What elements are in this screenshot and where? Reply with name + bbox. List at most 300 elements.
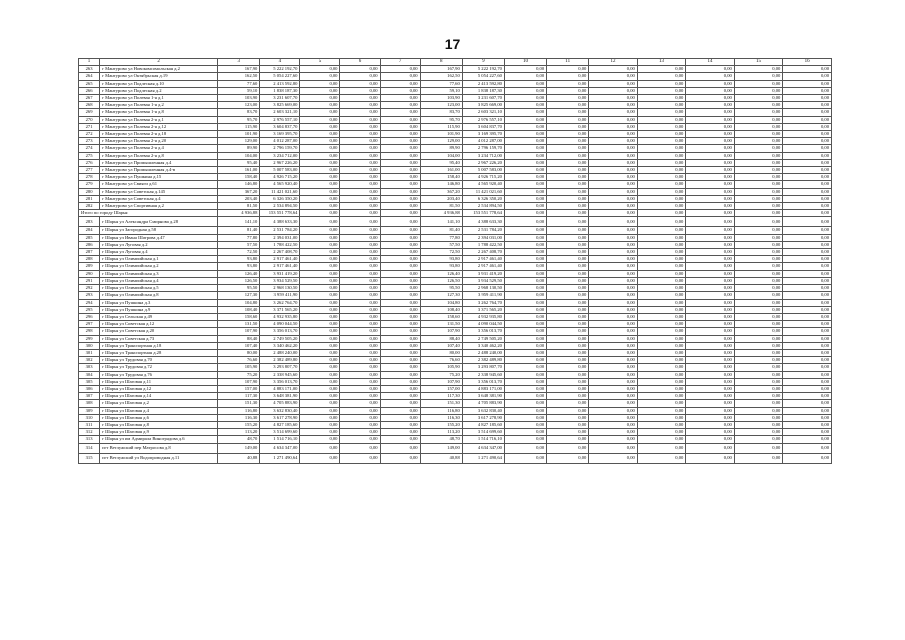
table-cell: 0,00 <box>547 429 589 436</box>
table-cell: 153 551 778,64 <box>462 210 504 217</box>
table-cell: г Мантурово ул Свияги д.61 <box>100 181 218 188</box>
table-cell: 2 917 461,40 <box>462 263 504 270</box>
table-cell: 81,50 <box>218 203 260 210</box>
table-cell: 0,00 <box>783 109 832 116</box>
table-cell: 93,80 <box>420 263 462 270</box>
table-cell: 0,00 <box>547 73 589 80</box>
table-cell: 77,60 <box>420 80 462 87</box>
table-cell: 0,00 <box>547 378 589 385</box>
table-cell: 299 <box>79 335 100 342</box>
table-cell: 0,00 <box>637 73 686 80</box>
table-cell: 116,80 <box>420 407 462 414</box>
table-cell: 4 090 044,50 <box>462 321 504 328</box>
table-cell: 0,00 <box>589 102 638 109</box>
table-cell: 0,00 <box>504 80 546 87</box>
table-cell: 0,00 <box>547 342 589 349</box>
table-cell: 0,00 <box>300 285 340 292</box>
table-cell: г Шарья ул Шаговая д.8 <box>100 421 218 428</box>
table-cell: 0,00 <box>340 299 380 306</box>
table-cell: 2 976 557,10 <box>260 116 300 123</box>
table-cell: 0,00 <box>686 292 735 299</box>
table-cell: 0,00 <box>300 357 340 364</box>
table-cell: 161,00 <box>218 167 260 174</box>
table-cell: 0,00 <box>686 436 735 443</box>
table-cell: 149,00 <box>218 443 260 453</box>
table-cell: 0,00 <box>783 342 832 349</box>
table-cell: 0,00 <box>686 102 735 109</box>
table-cell: 0,00 <box>504 277 546 284</box>
table-cell: 0,00 <box>734 321 783 328</box>
table-row <box>79 256 832 263</box>
table-row <box>79 123 832 130</box>
table-cell: г Мантурово ул Промышленная д.4 <box>100 159 218 166</box>
table-row <box>79 203 832 210</box>
table-cell: 0,00 <box>340 152 380 159</box>
table-cell: г Шарья ул Советская д.20 <box>100 328 218 335</box>
table-cell: 0,00 <box>734 116 783 123</box>
table-cell: 0,00 <box>340 234 380 241</box>
table-cell: 0,00 <box>589 313 638 320</box>
column-header: 15 <box>734 59 783 66</box>
table-row <box>79 364 832 371</box>
table-cell: 0,00 <box>589 249 638 256</box>
column-header: 16 <box>783 59 832 66</box>
table-cell: 0,00 <box>686 285 735 292</box>
table-cell: 0,00 <box>547 393 589 400</box>
table-cell: 4 936,88 <box>420 210 462 217</box>
table-cell: 0,00 <box>637 357 686 364</box>
column-header: 6 <box>340 59 380 66</box>
table-cell: 0,00 <box>300 335 340 342</box>
table-cell: 0,00 <box>589 378 638 385</box>
table-cell: 0,00 <box>783 321 832 328</box>
table-cell: 4 932 935,80 <box>260 313 300 320</box>
table-cell: 95,40 <box>218 159 260 166</box>
table-cell: 0,00 <box>504 378 546 385</box>
table-cell: 0,00 <box>380 378 420 385</box>
table-cell: 116,80 <box>218 407 260 414</box>
table-cell: г Шарья ул Шаговая д.6 <box>100 414 218 421</box>
table-cell: 0,00 <box>734 443 783 453</box>
table-cell: 0,00 <box>504 227 546 234</box>
table-cell: 0,00 <box>380 102 420 109</box>
table-cell: 2 394 031,00 <box>260 234 300 241</box>
table-cell: г Шарья ул Советская д.12 <box>100 321 218 328</box>
table-cell: 129,00 <box>420 138 462 145</box>
table-cell: 2 267 408,70 <box>260 249 300 256</box>
table-cell: 0,00 <box>734 131 783 138</box>
table-cell: 0,00 <box>637 321 686 328</box>
table-cell: 95,70 <box>420 116 462 123</box>
column-header: 5 <box>300 59 340 66</box>
table-cell: 6 326 350,20 <box>462 195 504 202</box>
table-cell: 0,00 <box>380 349 420 356</box>
table-cell: 0,00 <box>589 234 638 241</box>
table-cell: 3 371 565,20 <box>462 306 504 313</box>
table-cell: 0,00 <box>380 188 420 195</box>
table-row <box>79 357 832 364</box>
table-cell: 0,00 <box>783 227 832 234</box>
table-cell: 2 338 945,60 <box>260 371 300 378</box>
table-cell: 290 <box>79 270 100 277</box>
table-cell: 0,00 <box>504 145 546 152</box>
table-cell: 3 514 699,60 <box>462 429 504 436</box>
table-cell: 0,00 <box>637 277 686 284</box>
table-cell: 0,00 <box>547 306 589 313</box>
table-cell: 0,00 <box>504 131 546 138</box>
table-cell: 0,00 <box>783 285 832 292</box>
table-cell: 107,90 <box>420 328 462 335</box>
table-cell: 0,00 <box>734 109 783 116</box>
table-cell: 107,90 <box>218 328 260 335</box>
table-cell: 0,00 <box>783 188 832 195</box>
table-cell: 2 267 408,70 <box>462 249 504 256</box>
table-cell: 293 <box>79 292 100 299</box>
table-cell: 308 <box>79 400 100 407</box>
table-cell: 0,00 <box>783 145 832 152</box>
table-cell: 0,00 <box>380 181 420 188</box>
table-cell: 3 617 278,90 <box>260 414 300 421</box>
column-header: 10 <box>504 59 546 66</box>
table-cell: 0,00 <box>783 270 832 277</box>
table-cell: 0,00 <box>340 188 380 195</box>
table-cell: 0,00 <box>637 152 686 159</box>
table-cell: 2 413 592,80 <box>462 80 504 87</box>
table-cell: г Мантурово ул Промышленная д.4-в <box>100 167 218 174</box>
table-cell: 0,00 <box>547 159 589 166</box>
table-cell: 158,60 <box>420 313 462 320</box>
table-cell: 0,00 <box>547 80 589 87</box>
table-cell: 158,60 <box>218 313 260 320</box>
table-cell: 0,00 <box>637 138 686 145</box>
table-cell: 0,00 <box>686 152 735 159</box>
table-cell: 0,00 <box>300 131 340 138</box>
table-cell: 0,00 <box>547 400 589 407</box>
table-cell: 0,00 <box>504 159 546 166</box>
table-row <box>79 342 832 349</box>
table-cell: 0,00 <box>686 174 735 181</box>
table-cell: 0,00 <box>783 131 832 138</box>
table-cell: 0,00 <box>300 241 340 248</box>
table-row <box>79 429 832 436</box>
table-cell: 0,00 <box>340 210 380 217</box>
table-cell: пгт Ветлужский ул Водопроводная д.11 <box>100 453 218 463</box>
table-cell: г Шарья ул Олимпийская д.3 <box>100 270 218 277</box>
table-cell: 0,00 <box>547 102 589 109</box>
table-cell: 0,00 <box>637 145 686 152</box>
table-cell: 0,00 <box>504 328 546 335</box>
table-cell: 2 976 557,10 <box>462 116 504 123</box>
table-row <box>79 131 832 138</box>
table-cell: 0,00 <box>300 436 340 443</box>
table-row <box>79 292 832 299</box>
table-cell: 72,50 <box>420 249 462 256</box>
table-cell: г Шарья ул Шаговая д.4 <box>100 407 218 414</box>
table-cell: 0,00 <box>589 80 638 87</box>
table-cell: 0,00 <box>504 453 546 463</box>
table-row <box>79 349 832 356</box>
table-cell: 4 936,88 <box>218 210 260 217</box>
table-cell: 0,00 <box>637 263 686 270</box>
table-cell: 0,00 <box>637 393 686 400</box>
table-cell: 0,00 <box>380 299 420 306</box>
table-row <box>79 407 832 414</box>
table-cell: 0,00 <box>589 241 638 248</box>
table-cell: 2 968 130,50 <box>260 285 300 292</box>
table-cell: 146,80 <box>218 181 260 188</box>
table-cell: 0,00 <box>783 159 832 166</box>
table-cell: 0,00 <box>637 181 686 188</box>
table-cell: 0,00 <box>686 321 735 328</box>
table-cell: 292 <box>79 285 100 292</box>
table-cell: 0,00 <box>504 195 546 202</box>
table-cell: 0,00 <box>783 95 832 102</box>
table-cell: 0,00 <box>734 256 783 263</box>
table-cell: 0,00 <box>734 138 783 145</box>
table-cell: 0,00 <box>589 227 638 234</box>
table-cell: 0,00 <box>589 217 638 227</box>
table-cell: 0,00 <box>637 443 686 453</box>
table-cell: 0,00 <box>300 453 340 463</box>
table-cell: 291 <box>79 277 100 284</box>
table-cell: г Шарья ул Трудовая д.70 <box>100 357 218 364</box>
table-cell: г Шарья ул Олимпийская д.1 <box>100 256 218 263</box>
table-cell: 2 531 784,20 <box>462 227 504 234</box>
table-cell: г Мантурово ул Полевая 1-я д.2 <box>100 102 218 109</box>
table-cell: 305 <box>79 378 100 385</box>
table-cell: 0,00 <box>734 357 783 364</box>
table-cell: 297 <box>79 321 100 328</box>
table-cell: 0,00 <box>380 210 420 217</box>
table-cell: г Мантурово ул Октябрьская д.19 <box>100 73 218 80</box>
table-cell: 0,00 <box>589 138 638 145</box>
table-cell: 0,00 <box>783 195 832 202</box>
table-cell: 0,00 <box>547 95 589 102</box>
table-cell: 0,00 <box>734 371 783 378</box>
table-cell: 93,80 <box>218 263 260 270</box>
table-row <box>79 453 832 463</box>
table-cell: 0,00 <box>300 306 340 313</box>
table-cell: 0,00 <box>547 270 589 277</box>
table-cell: 264 <box>79 73 100 80</box>
table-cell: 0,00 <box>547 328 589 335</box>
column-header: 7 <box>380 59 420 66</box>
table-cell: 0,00 <box>380 87 420 94</box>
table-cell: 0,00 <box>380 357 420 364</box>
table-row <box>79 234 832 241</box>
table-cell: 0,00 <box>637 328 686 335</box>
table-cell: 0,00 <box>547 321 589 328</box>
table-cell: 0,00 <box>547 292 589 299</box>
table-cell: 0,00 <box>686 73 735 80</box>
table-cell: 0,00 <box>734 306 783 313</box>
table-cell: 0,00 <box>380 328 420 335</box>
table-cell: 3 231 607,70 <box>462 95 504 102</box>
table-cell: 312 <box>79 429 100 436</box>
table-cell: 0,00 <box>340 342 380 349</box>
table-cell: 3 234 712,00 <box>260 152 300 159</box>
table-cell: 0,00 <box>504 87 546 94</box>
table-cell: 3 934 529,50 <box>462 277 504 284</box>
table-cell: г Шарья ул им Адмирала Виноградова д.6 <box>100 436 218 443</box>
table-cell: 0,00 <box>340 87 380 94</box>
table-cell: 107,90 <box>420 378 462 385</box>
table-cell: 0,00 <box>686 116 735 123</box>
table-cell: 2 917 461,40 <box>462 256 504 263</box>
table-cell: 0,00 <box>783 277 832 284</box>
table-cell: 0,00 <box>504 357 546 364</box>
table-cell: 0,00 <box>637 256 686 263</box>
table-cell: 4 883 171,00 <box>462 385 504 392</box>
table-cell: г Шарья ул Пушкина д.3 <box>100 299 218 306</box>
table-cell: 105,90 <box>218 364 260 371</box>
table-cell: 0,00 <box>300 116 340 123</box>
table-cell: 0,00 <box>547 217 589 227</box>
table-cell: 0,00 <box>686 421 735 428</box>
table-cell: 300 <box>79 342 100 349</box>
table-cell: 0,00 <box>589 429 638 436</box>
table-cell: 4 565 920,40 <box>260 181 300 188</box>
table-row <box>79 195 832 202</box>
table-cell: 0,00 <box>300 123 340 130</box>
table-cell: г Шарья ул Загородная д.58 <box>100 227 218 234</box>
table-cell: 0,00 <box>300 400 340 407</box>
table-cell: 0,00 <box>783 357 832 364</box>
table-cell: 0,00 <box>637 306 686 313</box>
table-cell: 0,00 <box>637 167 686 174</box>
table-cell: 0,00 <box>783 241 832 248</box>
table-row <box>79 138 832 145</box>
table-cell: 0,00 <box>340 453 380 463</box>
table-cell: 0,00 <box>300 342 340 349</box>
table-cell: 116,30 <box>420 414 462 421</box>
table-cell: 0,00 <box>300 95 340 102</box>
table-cell: г Шарья ул Олимпийская д.8 <box>100 292 218 299</box>
table-cell: 0,00 <box>686 263 735 270</box>
table-cell: 3 340 462,20 <box>260 342 300 349</box>
table-cell: пгт Ветлужский пер Матросова д.8 <box>100 443 218 453</box>
table-cell: г Шарья ул Олимпийская д.5 <box>100 285 218 292</box>
table-cell: 0,00 <box>547 299 589 306</box>
table-cell: 0,00 <box>637 116 686 123</box>
table-cell: 3 356 013,70 <box>462 378 504 385</box>
table-cell: 0,00 <box>380 292 420 299</box>
table-cell: 0,00 <box>380 241 420 248</box>
table-cell: 104,00 <box>218 152 260 159</box>
table-cell: 0,00 <box>300 188 340 195</box>
table-cell: 0,00 <box>300 414 340 421</box>
table-cell: 0,00 <box>734 102 783 109</box>
table-cell: 0,00 <box>504 313 546 320</box>
table-cell: 0,00 <box>637 174 686 181</box>
table-cell: 0,00 <box>589 203 638 210</box>
table-cell: г Мантурово ул Полевая 2-я д.8 <box>100 152 218 159</box>
table-cell: 0,00 <box>300 256 340 263</box>
table-cell: 0,00 <box>783 203 832 210</box>
table-cell: 367,20 <box>420 188 462 195</box>
table-cell: 0,00 <box>300 321 340 328</box>
table-cell: 0,00 <box>300 203 340 210</box>
table-cell: 80,00 <box>420 349 462 356</box>
table-cell: 0,00 <box>504 181 546 188</box>
table-cell: 11 421 021,60 <box>462 188 504 195</box>
table-cell: 0,00 <box>686 313 735 320</box>
table-row <box>79 152 832 159</box>
table-cell: 4 926 715,20 <box>260 174 300 181</box>
table-cell: 0,00 <box>504 152 546 159</box>
table-cell: 0,00 <box>300 102 340 109</box>
table-cell: 127,30 <box>218 292 260 299</box>
table-cell: 2 534 894,50 <box>260 203 300 210</box>
table-cell: 158,40 <box>218 174 260 181</box>
table-cell: 0,00 <box>589 210 638 217</box>
table-cell: 3 231 607,70 <box>260 95 300 102</box>
table-cell: 0,00 <box>300 407 340 414</box>
table-cell: 0,00 <box>783 414 832 421</box>
table-cell: 0,00 <box>547 145 589 152</box>
table-cell: 0,00 <box>380 109 420 116</box>
table-cell: 4 634 347,00 <box>260 443 300 453</box>
table-cell: г Мантурово ул Советская д.145 <box>100 188 218 195</box>
table-cell: 0,00 <box>589 73 638 80</box>
table-cell: 0,00 <box>686 256 735 263</box>
table-cell: 0,00 <box>734 188 783 195</box>
table-cell: 0,00 <box>686 131 735 138</box>
table-cell: 0,00 <box>637 241 686 248</box>
table-cell: 0,00 <box>300 159 340 166</box>
table-cell: 0,00 <box>504 292 546 299</box>
table-cell: 2 382 489,80 <box>462 357 504 364</box>
table-cell: 0,00 <box>686 123 735 130</box>
table-cell: 0,00 <box>547 335 589 342</box>
table-cell: 0,00 <box>637 217 686 227</box>
table-cell: 0,00 <box>504 241 546 248</box>
table-cell: 0,00 <box>637 95 686 102</box>
table-cell: 0,00 <box>300 249 340 256</box>
table-cell: 0,00 <box>783 116 832 123</box>
table-cell: 0,00 <box>300 195 340 202</box>
table-cell: 0,00 <box>340 80 380 87</box>
table-cell: 0,00 <box>734 87 783 94</box>
table-cell: 3 617 278,90 <box>462 414 504 421</box>
table-cell: 89,90 <box>218 145 260 152</box>
table-cell: 0,00 <box>300 443 340 453</box>
table-cell: 0,00 <box>300 371 340 378</box>
table-cell: 0,00 <box>504 116 546 123</box>
table-cell: 4 827 185,60 <box>260 421 300 428</box>
table-cell: г Шарья ул Олимпийская д.4 <box>100 277 218 284</box>
table-cell: г Мантурово ул Полевая 1-я д.8 <box>100 109 218 116</box>
table-cell: 115,90 <box>420 123 462 130</box>
table-cell: 3 959 411,90 <box>260 292 300 299</box>
table-cell: 0,00 <box>589 453 638 463</box>
table-cell: 3 234 712,00 <box>462 152 504 159</box>
table-cell: 5 222 192,70 <box>260 66 300 73</box>
table-cell: г Шарья ул Шаговая д.14 <box>100 393 218 400</box>
table-cell: 0,00 <box>340 393 380 400</box>
table-cell: 0,00 <box>783 421 832 428</box>
table-cell: 0,00 <box>783 138 832 145</box>
table-cell: 0,00 <box>380 313 420 320</box>
table-cell: 0,00 <box>380 138 420 145</box>
table-cell: 4 565 920,40 <box>462 181 504 188</box>
table-cell: 0,00 <box>686 80 735 87</box>
table-cell: 0,00 <box>589 443 638 453</box>
table-cell: 267 <box>79 95 100 102</box>
table-row <box>79 116 832 123</box>
table-cell: 88,40 <box>420 335 462 342</box>
table-cell: 0,00 <box>547 263 589 270</box>
